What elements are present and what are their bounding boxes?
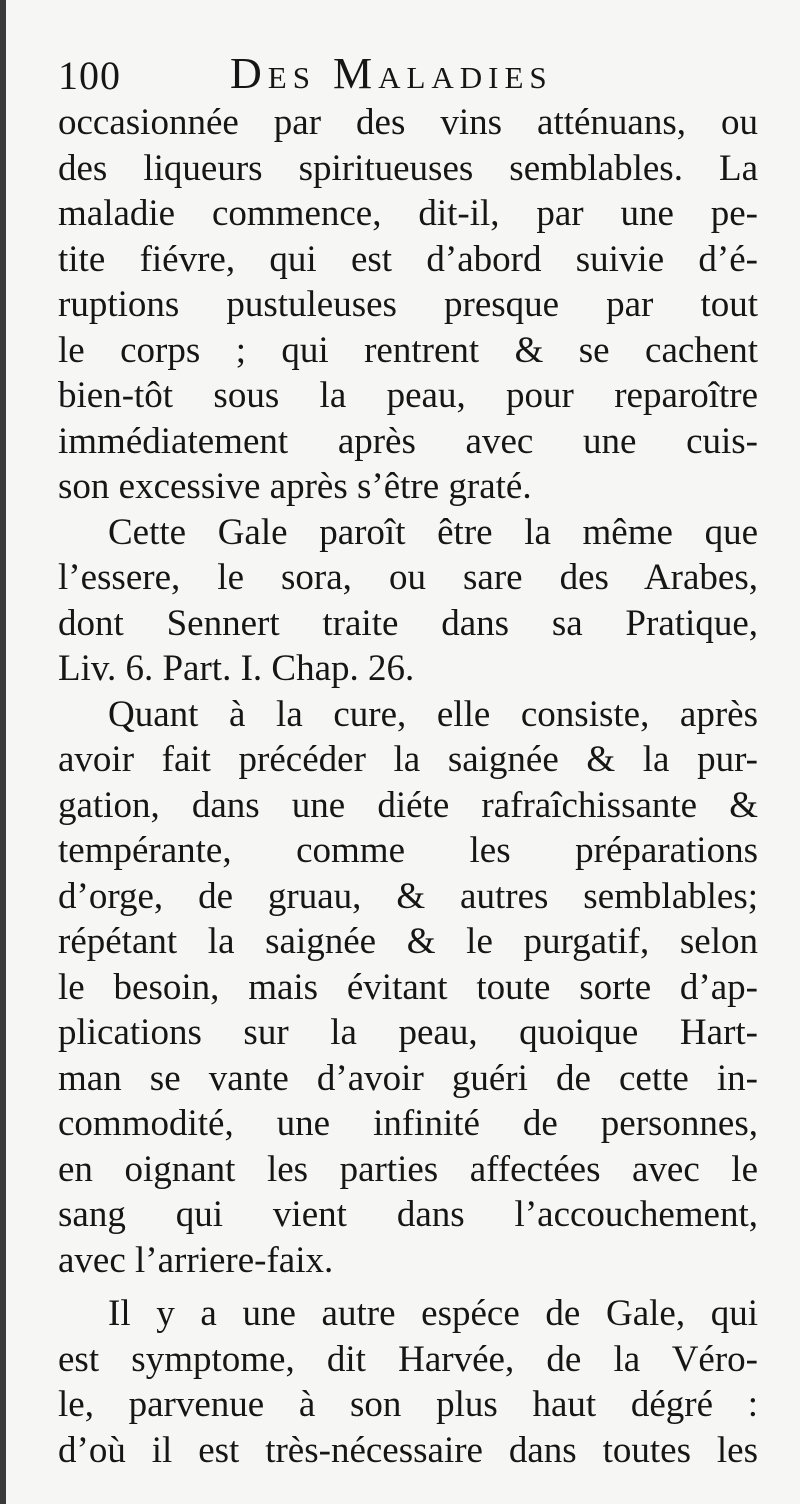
text-line: l’essere, le sora, ou sare des Arabes, — [58, 557, 758, 598]
text-line: Quant à la cure, elle consiste, après — [108, 693, 758, 735]
paragraph — [58, 100, 758, 510]
page-number: 100 — [58, 53, 121, 98]
text-line: Il y a une autre espéce de Gale, qui — [108, 1293, 758, 1334]
text-line: tite fiévre, qui est d’abord suivie d’é- — [58, 238, 758, 280]
text-line: dont Sennert traite dans sa Pratique, — [58, 602, 758, 644]
text-line: immédiatement après avec une cuis- — [58, 420, 758, 462]
text-line: répétant la saignée & le purgatif, selon — [58, 921, 758, 962]
text-line: gation, dans une diéte rafraîchissante & — [58, 784, 758, 826]
text-line: tempérante, comme les préparations — [58, 830, 758, 871]
text-line: est symptome, dit Harvée, de la Véro- — [58, 1338, 758, 1380]
text-line: des liqueurs spiritueuses semblables. La — [58, 147, 758, 189]
text-line: plications sur la peau, quoique Hart- — [58, 1012, 758, 1053]
body-text — [58, 100, 758, 1473]
text-line: en oignant les parties affectées avec le — [58, 1148, 758, 1190]
text-line: Liv. 6. Part. I. Chap. 26. — [58, 648, 415, 689]
text-line: d’où il est très-nécessaire dans toutes les — [58, 1429, 758, 1471]
text-line: occasionnée par des vins atténuans, ou — [58, 102, 758, 143]
text-line: le, parvenue à son plus haut dégré : — [58, 1384, 758, 1425]
running-head: Des Maladies — [230, 49, 553, 98]
paragraph — [58, 510, 758, 692]
text-line: ruptions pustuleuses presque par tout — [58, 284, 758, 325]
text-line: son excessive après s’être graté. — [58, 466, 532, 507]
text-line: avec l’arriere-faix. — [58, 1239, 334, 1281]
paragraph — [58, 1291, 758, 1473]
text-line: sang qui vient dans l’accouchement, — [58, 1194, 758, 1235]
text-line: maladie commence, dit-il, par une pe- — [58, 193, 758, 234]
page-header — [58, 44, 758, 100]
text-line: le besoin, mais évitant toute sorte d’ap- — [58, 966, 758, 1008]
paragraph-gap — [58, 1283, 758, 1291]
text-line: avoir fait précéder la saignée & la pur- — [58, 739, 758, 780]
paragraph — [58, 692, 758, 1284]
text-line: commodité, une infinité de personnes, — [58, 1103, 758, 1144]
text-line: bien-tôt sous la peau, pour reparoître — [58, 375, 758, 416]
text-line: Cette Gale paroît être la même que — [108, 511, 758, 553]
text-line: man se vante d’avoir guéri de cette in- — [58, 1057, 758, 1099]
text-line: le corps ; qui rentrent & se cachent — [58, 329, 758, 371]
text-line: d’orge, de gruau, & autres semblables; — [58, 875, 758, 917]
